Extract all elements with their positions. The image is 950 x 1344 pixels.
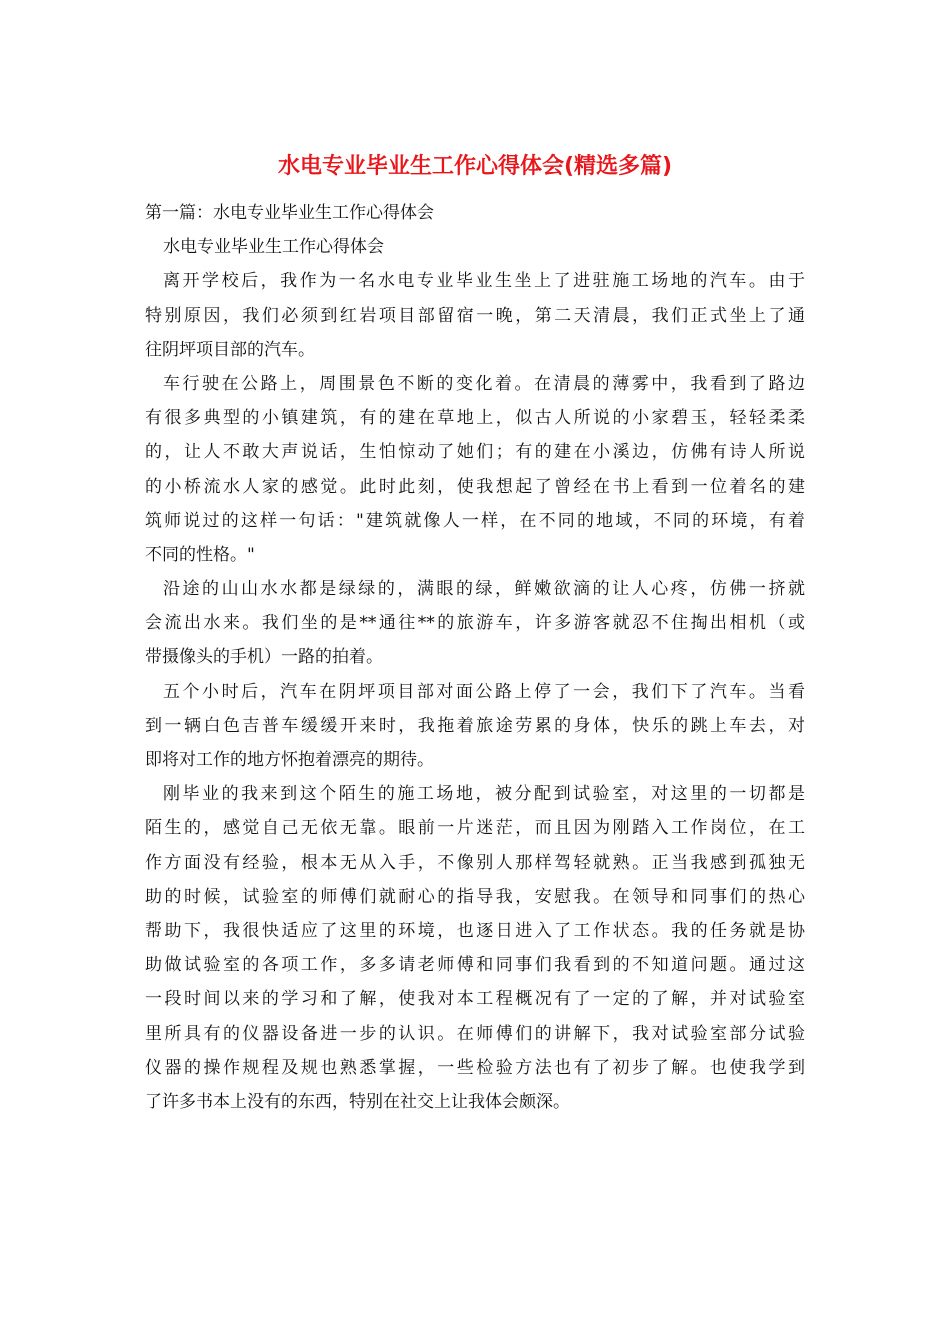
paragraph-line: 仪器的操作规程及规也熟悉掌握，一些检验方法也有了初步了解。也使我学到 [145,1057,805,1078]
paragraph-line: 了许多书本上没有的东西，特别在社交上让我体会颇深。 [145,1091,570,1112]
paragraph-line: 即将对工作的地方怀抱着漂亮的期待。 [145,750,434,770]
paragraph-line: 车行驶在公路上，周围景色不断的变化着。在清晨的薄雾中，我看到了路边 [163,373,805,394]
paragraph-line: 助做试验室的各项工作，多多请老师傅和同事们我看到的不知道问题。通过这 [145,955,805,976]
paragraph-line: 一段时间以来的学习和了解，使我对本工程概况有了一定的了解，并对试验室 [145,989,805,1010]
paragraph-line: 到一辆白色吉普车缓缓开来时，我拖着旅途劳累的身体，快乐的跳上车去，对 [145,715,805,736]
paragraph-line: 有很多典型的小镇建筑，有的建在草地上，似古人所说的小家碧玉，轻轻柔柔 [145,408,805,429]
paragraph-line: 会流出水来。我们坐的是**通往**的旅游车，许多游客就忍不住掏出相机（或 [145,613,805,634]
section-heading: 第一篇：水电专业毕业生工作心得体会 [145,203,434,223]
document-body [145,196,805,1119]
paragraph-line: 陌生的，感觉自己无依无靠。眼前一片迷茫，而且因为刚踏入工作岗位，在工 [145,818,805,839]
paragraph-line: 带摄像头的手机）一路的拍着。 [145,647,383,668]
paragraph-line: 刚毕业的我来到这个陌生的施工场地，被分配到试验室，对这里的一切都是 [163,784,805,805]
paragraph-line: 沿途的山山水水都是绿绿的，满眼的绿，鲜嫩欲滴的让人心疼，仿佛一挤就 [163,579,805,600]
paragraph-line: 离开学校后，我作为一名水电专业毕业生坐上了进驻施工场地的汽车。由于 [163,271,805,292]
paragraph-line: 里所具有的仪器设备进一步的认识。在师傅们的讲解下，我对试验室部分试验 [145,1023,805,1044]
document-title: 水电专业毕业生工作心得体会(精选多篇) [277,154,673,179]
paragraph-line: 帮助下，我很快适应了这里的环境，也逐日进入了工作状态。我的任务就是协 [145,920,805,941]
paragraph-line: 特别原因，我们必须到红岩项目部留宿一晚，第二天清晨，我们正式坐上了通 [145,305,805,326]
paragraph-line: 助的时候，试验室的师傅们就耐心的指导我，安慰我。在领导和同事们的热心 [145,886,805,907]
paragraph-line: 的小桥流水人家的感觉。此时此刻，使我想起了曾经在书上看到一位着名的建 [145,476,805,497]
paragraph-line: 筑师说过的这样一句话："建筑就像人一样，在不同的地域，不同的环境，有着 [145,510,805,531]
paragraph-line: 作方面没有经验，根本无从入手，不像别人那样驾轻就熟。正当我感到孤独无 [145,852,805,873]
paragraph-line: 的，让人不敢大声说话，生怕惊动了她们；有的建在小溪边，仿佛有诗人所说 [145,442,805,463]
paragraph-line: 往阴坪项目部的汽车。 [145,339,315,360]
paragraph-line: 不同的性格。" [145,544,255,565]
sub-heading: 水电专业毕业生工作心得体会 [163,237,384,258]
paragraph-line: 五个小时后，汽车在阴坪项目部对面公路上停了一会，我们下了汽车。当看 [163,681,805,702]
